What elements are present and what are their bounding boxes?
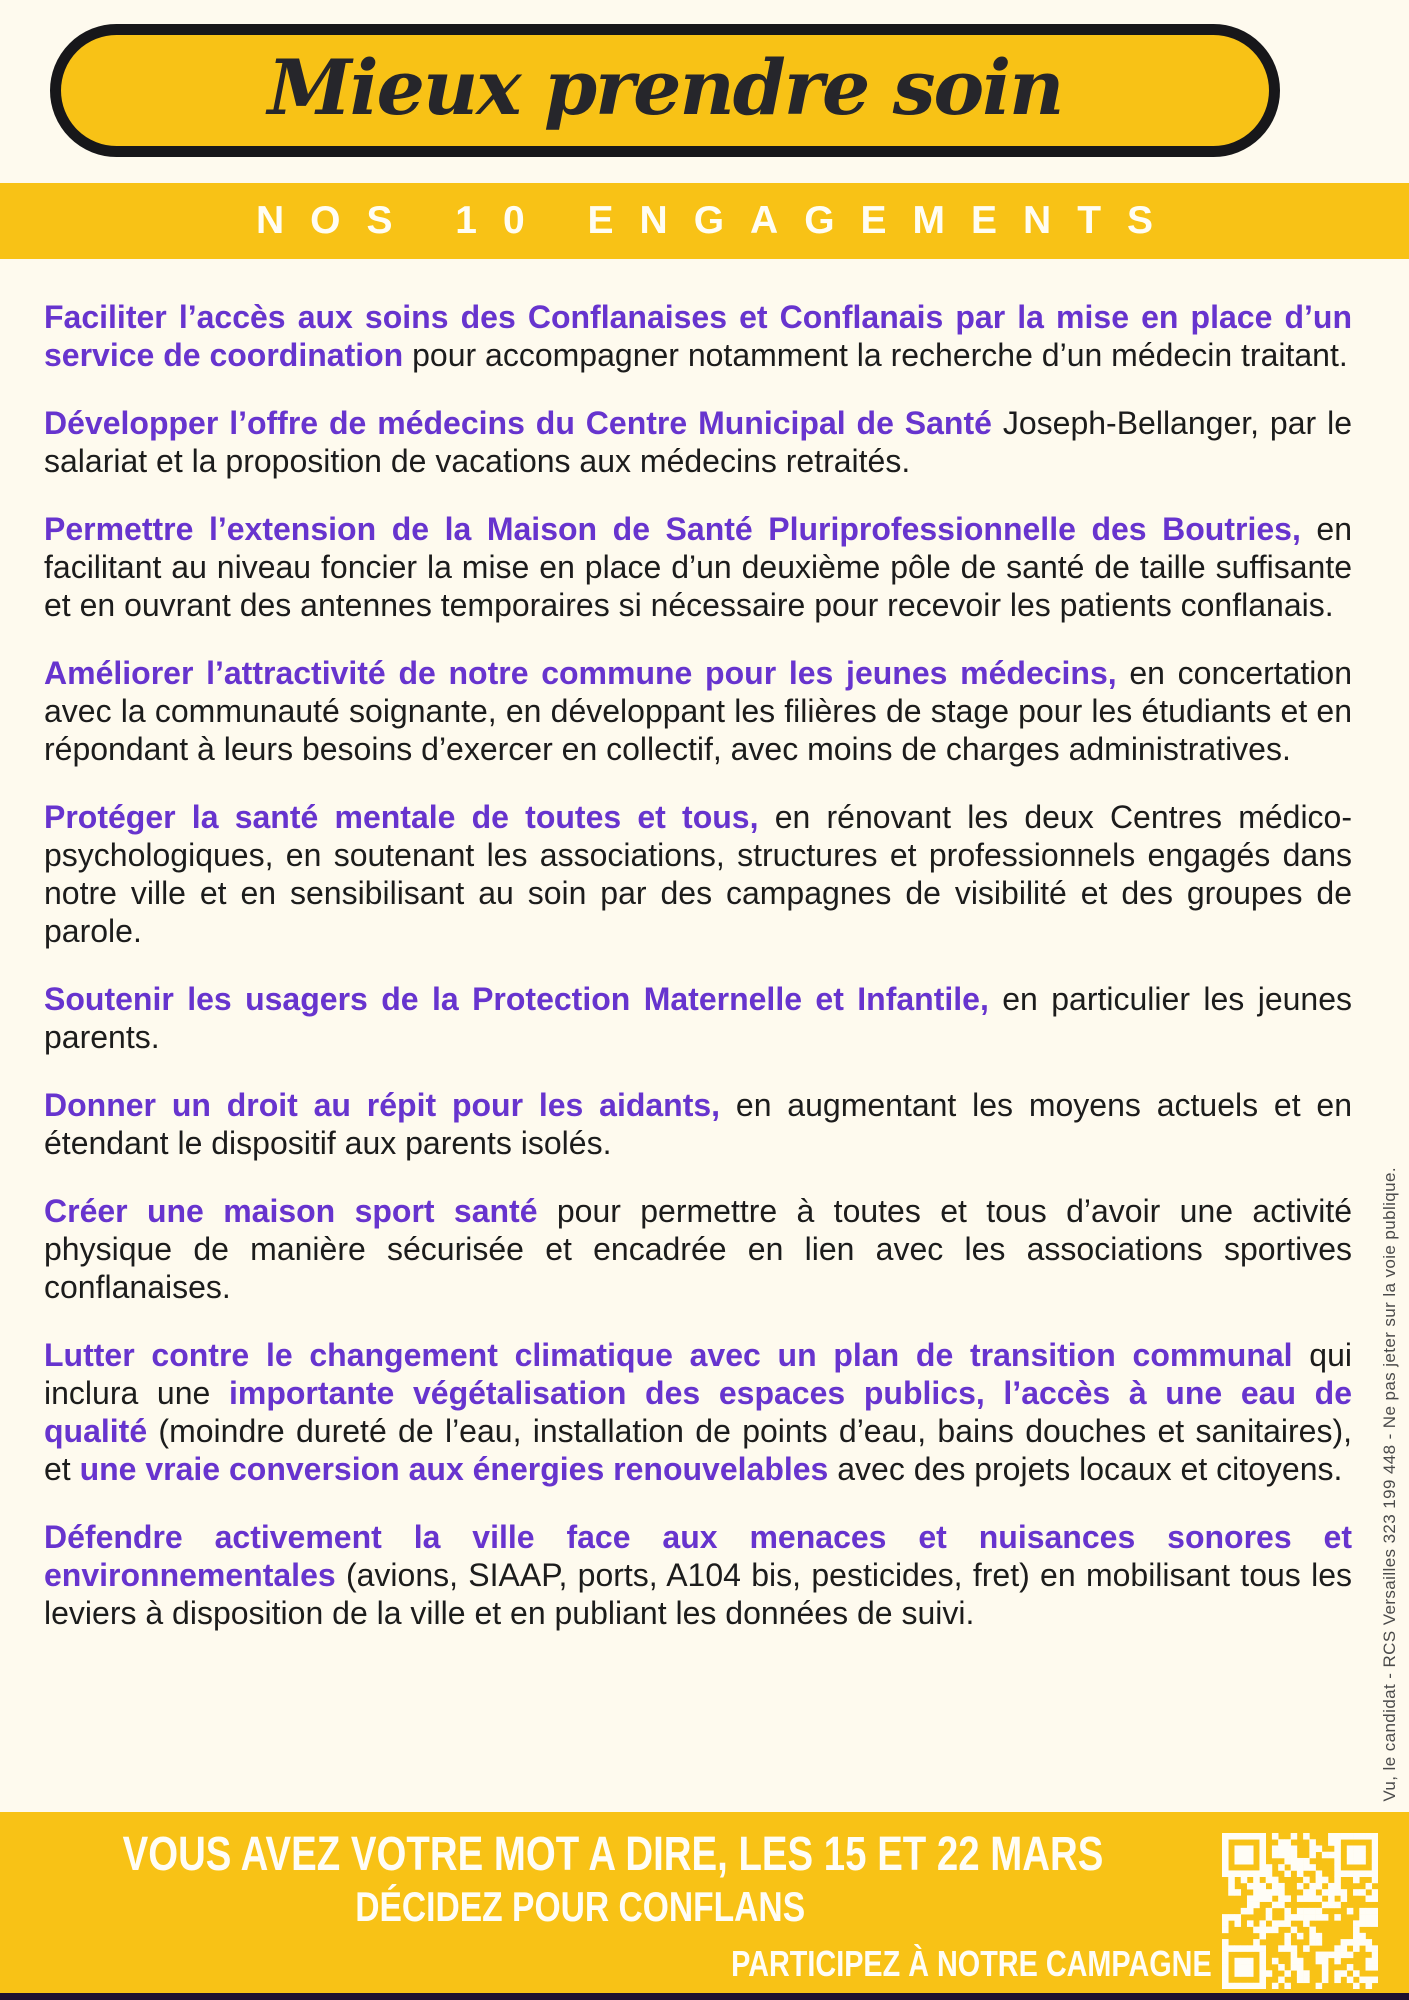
engagement-text: en rénovant les deux Centres médico-psychologiques, en soutenant les associations, structures et professionnels engagés dans notre ville et en sensibilisant au soin par des campagnes de visibilité et des groupes de parole. xyxy=(44,799,1353,949)
engagement-lead: Donner un droit au répit pour les aidants, xyxy=(44,1087,721,1123)
engagement-paragraph xyxy=(44,1336,1352,1488)
engagement-paragraph xyxy=(44,298,1352,374)
engagement-lead: Permettre l’extension de la Maison de Santé Pluriprofessionnelle des Boutries, xyxy=(44,511,1301,547)
qr-code xyxy=(1222,1833,1378,1989)
engagement-text: en particulier les jeunes parents. xyxy=(44,981,1352,1055)
engagement-paragraph xyxy=(44,980,1352,1056)
engagement-text: pour accompagner notamment la recherche d’un médecin traitant. xyxy=(403,337,1348,373)
footer-line-2: DÉCIDEZ POUR CONFLANS xyxy=(355,1883,805,1930)
engagement-lead: Faciliter l’accès aux soins des Conflanaises et Conflanais par la mise en place d’un service de coordination xyxy=(44,299,1352,373)
bottom-strip xyxy=(0,1993,1409,2000)
engagement-paragraph xyxy=(44,654,1352,768)
engagement-text: avec des projets locaux et citoyens. xyxy=(828,1451,1343,1487)
engagement-text: qui inclura une xyxy=(44,1337,1353,1411)
engagements-list xyxy=(44,258,1352,1662)
title-banner xyxy=(50,24,1280,157)
engagement-text: en augmentant les moyens actuels et en étendant le dispositif aux parents isolés. xyxy=(44,1087,1353,1161)
engagement-lead: Défendre activement la ville face aux menaces et nuisances sonores et environnementales xyxy=(44,1519,1352,1593)
legal-imprint: Vu, le candidat - RCS Versailles 323 199 448 - Ne pas jeter sur la voie publique. xyxy=(1380,1167,1399,1802)
engagement-text: pour permettre à toutes et tous d’avoir une activité physique de manière sécurisée et encadrée en lien avec les associations sportives conflanaises. xyxy=(44,1193,1353,1305)
engagement-text: (avions, SIAAP, ports, A104 bis, pesticides, fret) en mobilisant tous les leviers à disposition de la ville et en publiant les données de suivi. xyxy=(44,1557,1352,1631)
engagement-paragraph xyxy=(44,510,1352,624)
engagement-lead: Protéger la santé mentale de toutes et tous, xyxy=(44,799,759,835)
footer-cta: PARTICIPEZ À NOTRE CAMPAGNE xyxy=(731,1943,1212,1984)
engagement-lead: Améliorer l’attractivité de notre commune pour les jeunes médecins, xyxy=(44,655,1117,691)
engagement-text: (moindre dureté de l’eau, installation de points d’eau, bains douches et sanitaires), et xyxy=(44,1413,1352,1487)
subtitle: NOS 10 ENGAGEMENTS xyxy=(255,199,1180,242)
engagement-paragraph xyxy=(44,1192,1352,1306)
footer-line-1: VOUS AVEZ VOTRE MOT A DIRE, LES 15 ET 22 MARS xyxy=(122,1828,1104,1881)
engagement-paragraph xyxy=(44,1518,1352,1632)
engagement-lead: Développer l’offre de médecins du Centre Municipal de Santé xyxy=(44,405,992,441)
engagement-lead: une vraie conversion aux énergies renouvelables xyxy=(79,1451,829,1487)
engagement-text: Joseph-Bellanger, par le salariat et la proposition de vacations aux médecins retraités. xyxy=(44,405,1353,479)
page-title: Mieux prendre soin xyxy=(267,42,1063,132)
engagement-paragraph xyxy=(44,404,1352,480)
engagement-lead: Lutter contre le changement climatique avec un plan de transition communal xyxy=(44,1337,1293,1373)
engagement-lead: Soutenir les usagers de la Protection Maternelle et Infantile, xyxy=(44,981,989,1017)
footer-lines xyxy=(0,1828,1160,1932)
engagement-lead: Créer une maison sport santé xyxy=(44,1193,538,1229)
engagement-lead: importante végétalisation des espaces publics, l’accès à une eau de qualité xyxy=(44,1375,1353,1449)
engagement-paragraph xyxy=(44,1086,1352,1162)
engagement-text: en facilitant au niveau foncier la mise en place d’un deuxième pôle de santé de taille suffisante et en ouvrant des antennes temporaires si nécessaire pour recevoir les patients conflanais. xyxy=(44,511,1353,623)
engagement-paragraph xyxy=(44,798,1352,950)
engagement-text: en concertation avec la communauté soignante, en développant les filières de stage pour les étudiants et en répondant à leurs besoins d’exercer en collectif, avec moins de charges administratives. xyxy=(44,655,1352,767)
footer xyxy=(0,1812,1409,1993)
subtitle-band xyxy=(0,183,1409,259)
